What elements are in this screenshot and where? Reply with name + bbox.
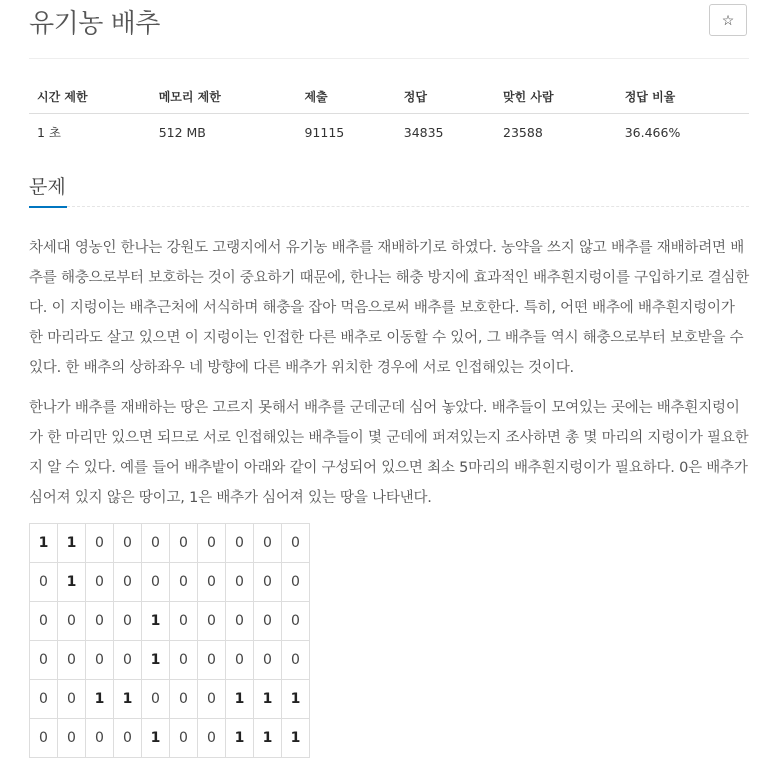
- grid-cell: 0: [30, 602, 58, 641]
- section-title-problem: 문제: [29, 176, 66, 198]
- grid-cell: 0: [226, 563, 254, 602]
- problem-info-table: [29, 80, 749, 150]
- problem-paragraph-2: 한나가 배추를 재배하는 땅은 고르지 못해서 배추를 군데군데 심어 놓았다. 배추들이 모여있는 곳에는 배추흰지렁이가 한 마리만 있으면 되므로 서로 인접해있는 배추들이 몇 군데에 퍼져있는지 조사하면 총 몇 마리의 지렁이가 필요한지 알 수 있다. 예를 들어 배추밭이 아래와 같이 구성되어 있으면 최소 5마리의 배추흰지렁이가 필요하다. 0은 배추가 심어져 있지 않은 땅이고, 1은 배추가 심어져 있는 땅을 나타낸다.: [29, 400, 749, 506]
- grid-cell: 0: [30, 563, 58, 602]
- grid-cell: 0: [142, 680, 170, 719]
- value-solved-users: 23588: [503, 124, 543, 140]
- grid-cell: 0: [170, 524, 198, 563]
- grid-cell: 0: [254, 524, 282, 563]
- grid-cell: 1: [114, 680, 142, 719]
- header-submissions: 제출: [296, 80, 395, 114]
- value-time-limit: 1 초: [37, 125, 62, 140]
- value-accept-ratio: 36.466%: [624, 124, 681, 140]
- grid-cell: 0: [282, 641, 310, 680]
- grid-cell: 0: [58, 680, 86, 719]
- grid-cell: 1: [58, 524, 86, 563]
- grid-row: [30, 602, 310, 641]
- problem-paragraph-1: 차세대 영농인 한나는 강원도 고랭지에서 유기농 배추를 재배하기로 하였다. 농약을 쓰지 않고 배추를 재배하려면 배추를 해충으로부터 보호하는 것이 중요하기 때문에, 한나는 해충 방지에 효과적인 배추흰지렁이를 구입하기로 결심한다. 이 지렁이는 배추근처에 서식하며 해충을 잡아 먹음으로써 배추를 보호한다. 특히, 어떤 배추에 배추흰지렁이가 한 마리라도 살고 있으면 이 지렁이는 인접한 다른 배추로 이동할 수 있어, 그 배추들 역시 해충으로부터 보호받을 수 있다. 한 배추의 상하좌우 네 방향에 다른 배추가 위치한 경우에 서로 인접해있는 것이다.: [29, 240, 750, 376]
- grid-cell: 0: [170, 563, 198, 602]
- grid-cell: 1: [226, 719, 254, 758]
- grid-cell: 0: [86, 719, 114, 758]
- grid-cell: 1: [142, 719, 170, 758]
- grid-cell: 0: [58, 602, 86, 641]
- grid-cell: 0: [170, 719, 198, 758]
- grid-cell: 1: [142, 602, 170, 641]
- grid-cell: 0: [282, 602, 310, 641]
- grid-cell: 0: [282, 563, 310, 602]
- grid-cell: 1: [282, 680, 310, 719]
- grid-cell: 0: [30, 719, 58, 758]
- grid-row: [30, 563, 310, 602]
- grid-cell: 0: [86, 563, 114, 602]
- grid-cell: 0: [254, 563, 282, 602]
- grid-cell: 0: [86, 524, 114, 563]
- header-memory-limit: 메모리 제한: [151, 80, 297, 114]
- grid-cell: 0: [198, 602, 226, 641]
- stats-header-row: [29, 80, 749, 114]
- grid-cell: 0: [142, 524, 170, 563]
- grid-cell: 0: [30, 680, 58, 719]
- grid-cell: 0: [198, 524, 226, 563]
- grid-cell: 0: [254, 641, 282, 680]
- stats-value-row: [29, 114, 749, 151]
- grid-cell: 0: [58, 641, 86, 680]
- grid-cell: 0: [114, 602, 142, 641]
- grid-cell: 1: [254, 680, 282, 719]
- section-title-underline: [29, 206, 67, 208]
- grid-row: [30, 641, 310, 680]
- grid-cell: 0: [86, 641, 114, 680]
- star-button[interactable]: [709, 4, 747, 36]
- grid-cell: 1: [282, 719, 310, 758]
- grid-cell: 0: [198, 563, 226, 602]
- grid-cell: 0: [114, 641, 142, 680]
- grid-cell: 0: [226, 641, 254, 680]
- grid-cell: 0: [170, 680, 198, 719]
- grid-cell: 1: [254, 719, 282, 758]
- title-divider: [29, 58, 749, 59]
- header-time-limit: 시간 제한: [29, 80, 151, 114]
- star-icon: ☆: [721, 11, 735, 28]
- header-accepted: 정답: [396, 80, 495, 114]
- grid-cell: 1: [30, 524, 58, 563]
- grid-cell: 0: [282, 524, 310, 563]
- grid-cell: 0: [58, 719, 86, 758]
- grid-cell: 1: [226, 680, 254, 719]
- header-accept-ratio: 정답 비율: [617, 80, 749, 114]
- grid-cell: 0: [170, 641, 198, 680]
- grid-cell: 0: [226, 524, 254, 563]
- grid-cell: 1: [58, 563, 86, 602]
- header-solved-users: 맞힌 사람: [495, 80, 617, 114]
- grid-cell: 0: [254, 602, 282, 641]
- section-divider: [67, 206, 749, 207]
- grid-cell: 0: [142, 563, 170, 602]
- grid-cell: 0: [30, 641, 58, 680]
- grid-row: [30, 680, 310, 719]
- grid-cell: 1: [86, 680, 114, 719]
- grid-cell: 0: [198, 641, 226, 680]
- page-title: 유기농 배추: [29, 9, 160, 39]
- grid-cell: 0: [114, 719, 142, 758]
- value-memory-limit: 512 MB: [158, 124, 206, 140]
- grid-cell: 0: [170, 602, 198, 641]
- cabbage-field-grid: [29, 523, 310, 758]
- grid-cell: 0: [114, 563, 142, 602]
- grid-row: [30, 524, 310, 563]
- grid-cell: 0: [86, 602, 114, 641]
- grid-cell: 0: [114, 524, 142, 563]
- value-accepted: 34835: [403, 124, 444, 140]
- value-submissions: 91115: [304, 124, 345, 140]
- grid-row: [30, 719, 310, 758]
- grid-cell: 1: [142, 641, 170, 680]
- grid-cell: 0: [198, 719, 226, 758]
- grid-cell: 0: [198, 680, 226, 719]
- grid-cell: 0: [226, 602, 254, 641]
